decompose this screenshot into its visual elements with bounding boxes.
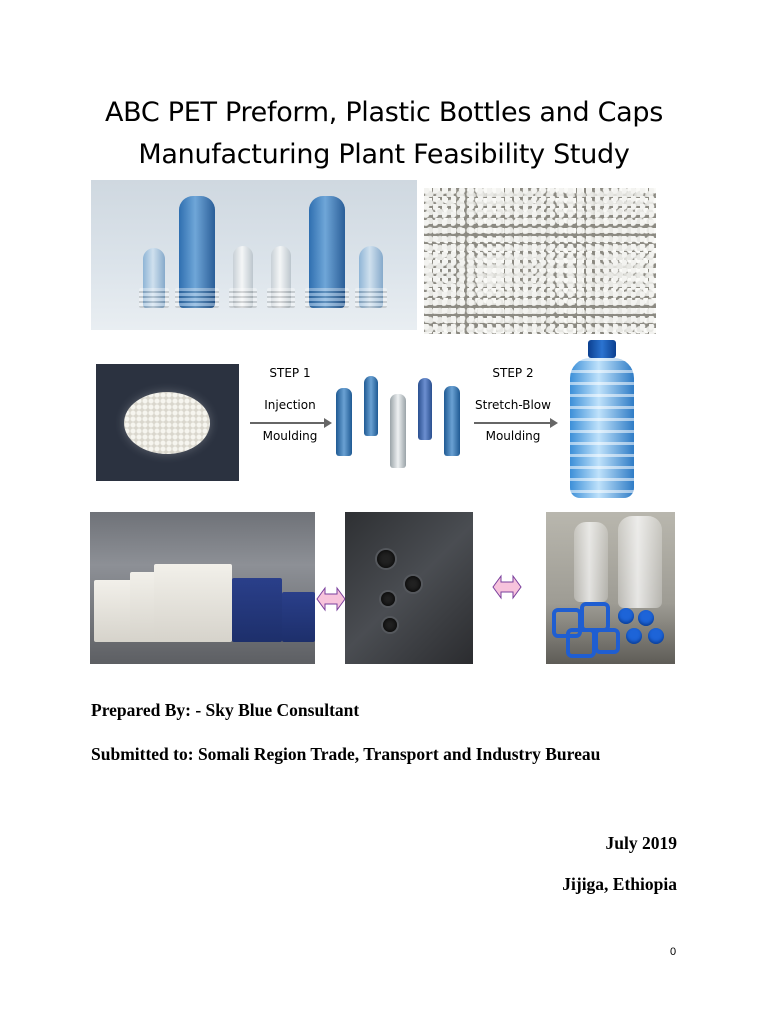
- clear-bottle: [574, 522, 608, 602]
- bottle-cap: [588, 340, 616, 358]
- report-date: July 2019: [605, 833, 677, 853]
- submitted-to: Submitted to: Somali Region Trade, Transport and Industry Bureau: [91, 744, 601, 764]
- pet-preforms-photo: [91, 180, 417, 330]
- pellet-heap: [124, 392, 210, 454]
- injection-mould-photo: [345, 512, 473, 664]
- bottle-cap: [618, 608, 634, 624]
- step1-arrow: [250, 422, 330, 424]
- bottle-cap: [648, 628, 664, 644]
- mould-cavity: [405, 576, 421, 592]
- report-location: Jijiga, Ethiopia: [562, 874, 677, 894]
- title-line-2: Manufacturing Plant Feasibility Study: [138, 139, 630, 170]
- double-arrow-icon: [316, 584, 346, 614]
- machine-control-unit: [232, 578, 282, 642]
- step2-process-line2: Moulding: [485, 429, 541, 443]
- cap-ring: [594, 628, 620, 654]
- step2-arrow: [474, 422, 556, 424]
- step1-process-line2: Moulding: [262, 429, 318, 443]
- preform-small-blue: [359, 246, 383, 308]
- preform-blue: [444, 386, 460, 456]
- bottle-cap: [638, 610, 654, 626]
- preform-blue: [364, 376, 378, 436]
- mould-cavity: [383, 618, 397, 632]
- page-number: 0: [670, 946, 677, 958]
- preform-clear: [271, 246, 291, 308]
- injection-moulded-preforms: [330, 370, 470, 470]
- title-line-1: ABC PET Preform, Plastic Bottles and Caps: [105, 97, 663, 128]
- preform-large-blue: [309, 196, 345, 308]
- mould-cavity: [381, 592, 395, 606]
- machine: [154, 564, 232, 642]
- clear-bottle: [618, 516, 662, 608]
- preform-large-blue: [179, 196, 215, 308]
- pet-granules-photo: [424, 188, 656, 334]
- water-bottle-photo: [566, 340, 638, 500]
- factory-machines-photo: [90, 512, 315, 664]
- preform-clear: [233, 246, 253, 308]
- machine-control-unit: [282, 592, 315, 642]
- step2-label: STEP 2: [492, 366, 534, 380]
- preform-clear: [390, 394, 406, 468]
- pet-resin-pellets-photo: [96, 364, 239, 481]
- bottle-cap: [626, 628, 642, 644]
- step2-process-line1: Stretch-Blow: [475, 398, 551, 412]
- step1-label: STEP 1: [269, 366, 311, 380]
- step1-process-line1: Injection: [264, 398, 316, 412]
- preform-blue: [336, 388, 352, 456]
- prepared-by: Prepared By: - Sky Blue Consultant: [91, 700, 360, 720]
- preform-blue: [418, 378, 432, 440]
- preform-small-blue: [143, 248, 165, 308]
- double-arrow-icon: [492, 572, 522, 602]
- mould-cavity: [377, 550, 395, 568]
- machine: [94, 580, 134, 642]
- bottles-and-caps-photo: [546, 512, 675, 664]
- cap-ring: [566, 628, 596, 658]
- bottle-body: [570, 358, 634, 498]
